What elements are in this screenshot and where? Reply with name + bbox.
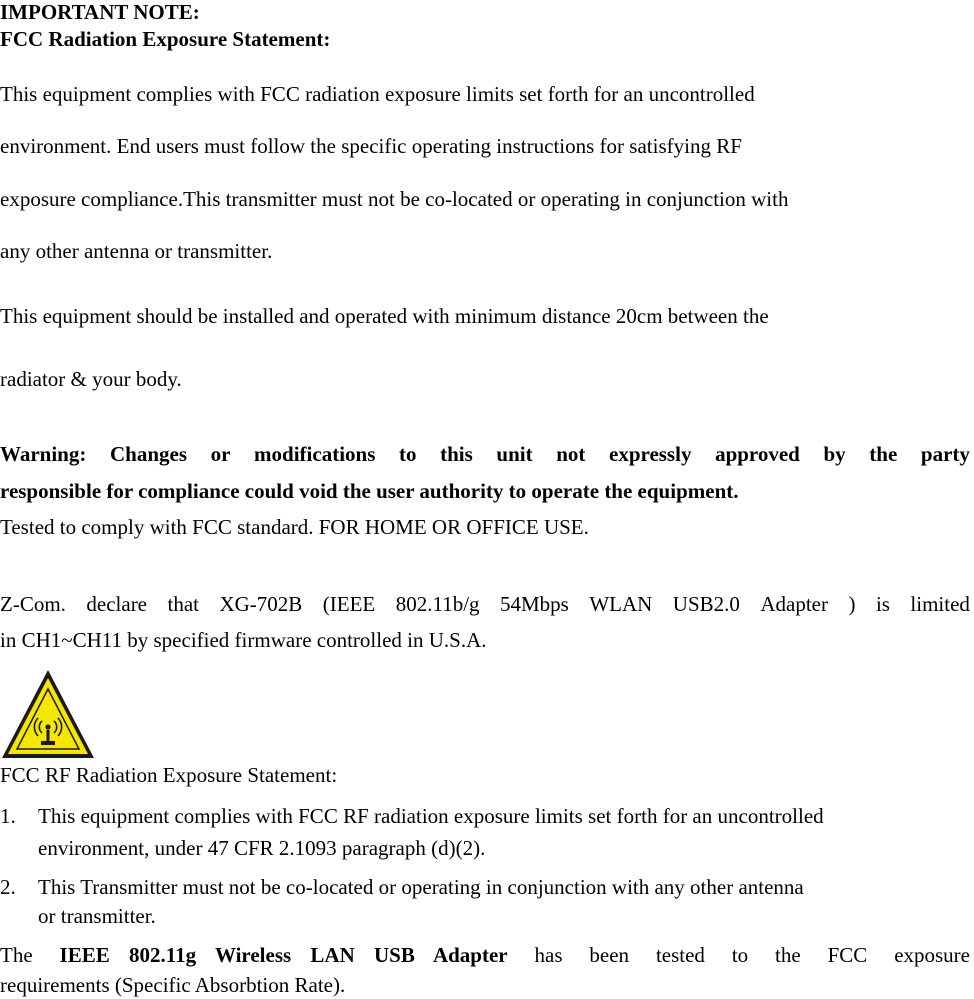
warning-word: the <box>869 442 898 466</box>
zcom-word: WLAN <box>589 592 653 616</box>
warning-word: not <box>556 442 586 466</box>
warning-word: to <box>399 442 417 466</box>
zcom-word: (IEEE <box>322 592 376 616</box>
product-name: IEEE 802.11g Wireless LAN USB Adapter <box>59 943 508 967</box>
para1-line: environment. End users must follow the specific operating instructions for satisfying RF <box>0 134 742 158</box>
final-word: The <box>0 943 33 967</box>
list-item-line1: This Transmitter must not be co-located or operating in conjunction with any other antenna <box>38 875 804 899</box>
important-note-heading: IMPORTANT NOTE: <box>0 0 200 24</box>
final-word: exposure <box>894 943 970 967</box>
zcom-word: limited <box>910 592 970 616</box>
para2-line: radiator & your body. <box>0 367 182 391</box>
warning-word: unit <box>496 442 533 466</box>
para2-line: This equipment should be installed and operated with minimum distance 20cm between the <box>0 304 769 328</box>
list-item-line2: or transmitter. <box>38 904 156 928</box>
warning-word: Warning: <box>0 442 87 466</box>
final-word: the <box>775 943 801 967</box>
warning-word: or <box>210 442 231 466</box>
final-line1 <box>0 945 970 966</box>
zcom-word: that <box>167 592 199 616</box>
zcom-line2: in CH1~CH11 by specified firmware controlled in U.S.A. <box>0 628 487 652</box>
list-item-line2: environment, under 47 CFR 2.1093 paragraph (d)(2). <box>38 836 486 860</box>
final-word: FCC <box>827 943 868 967</box>
zcom-word: ) <box>848 592 856 616</box>
warning-word: approved <box>715 442 800 466</box>
rf-radiation-warning-icon <box>0 667 96 761</box>
final-word: to <box>731 943 749 967</box>
zcom-word: Z-Com. <box>0 592 66 616</box>
zcom-word: USB2.0 <box>672 592 740 616</box>
tested-statement: Tested to comply with FCC standard. FOR HOME OR OFFICE USE. <box>0 515 589 539</box>
zcom-word: is <box>875 592 890 616</box>
zcom-word: 802.11b/g <box>395 592 480 616</box>
warning-word: by <box>823 442 846 466</box>
final-line2: requirements (Specific Absorbtion Rate). <box>0 973 346 997</box>
list-item-line1: This equipment complies with FCC RF radiation exposure limits set forth for an uncontrolled <box>38 804 824 828</box>
zcom-word: 54Mbps <box>500 592 569 616</box>
para1-line: any other antenna or transmitter. <box>0 239 273 263</box>
warning-word: this <box>440 442 473 466</box>
rf-statement-title: FCC RF Radiation Exposure Statement: <box>0 763 338 787</box>
zcom-word: declare <box>86 592 148 616</box>
warning-word: Changes <box>109 442 187 466</box>
zcom-line1 <box>0 594 970 615</box>
para1-line: exposure compliance.This transmitter must not be co-located or operating in conjunction with <box>0 187 789 211</box>
warning-word: expressly <box>609 442 692 466</box>
final-word: tested <box>655 943 705 967</box>
para1-line: This equipment complies with FCC radiation exposure limits set forth for an uncontrolled <box>0 82 755 106</box>
zcom-word: XG-702B <box>219 592 303 616</box>
list-number: 1. <box>0 804 16 828</box>
warning-line2: responsible for compliance could void the user authority to operate the equipment. <box>0 479 739 503</box>
final-word: been <box>589 943 630 967</box>
fcc-statement-heading: FCC Radiation Exposure Statement: <box>0 27 331 51</box>
warning-line1 <box>0 444 970 465</box>
warning-word: modifications <box>254 442 376 466</box>
list-number: 2. <box>0 875 16 899</box>
final-word: has <box>534 943 563 967</box>
zcom-word: Adapter <box>760 592 828 616</box>
warning-word: party <box>920 442 970 466</box>
